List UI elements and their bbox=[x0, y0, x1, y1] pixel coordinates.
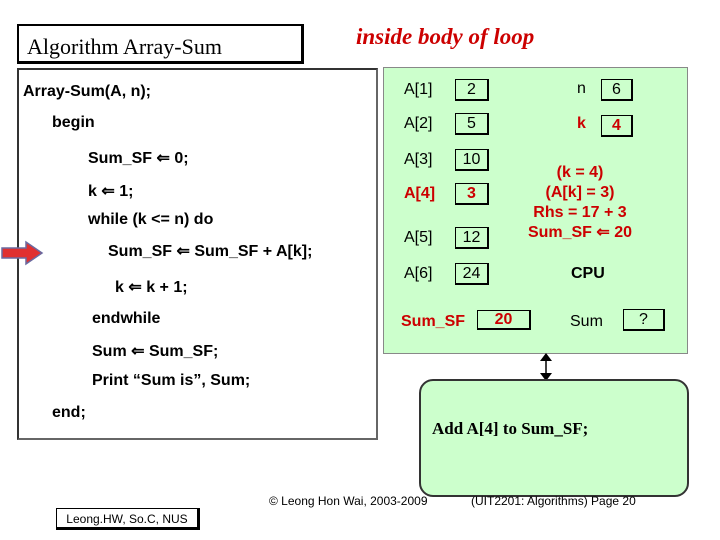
code-line-assign-sum: Sum ⇐ Sum_SF; bbox=[92, 343, 219, 360]
array-label-a4: A[4] bbox=[404, 185, 436, 202]
sum-label: Sum bbox=[570, 313, 603, 330]
code-line-endwhile: endwhile bbox=[92, 310, 161, 327]
code-line-signature: Array-Sum(A, n); bbox=[23, 83, 152, 100]
note-line: Rhs = 17 + 3 bbox=[533, 204, 627, 221]
n-value-cell: 6 bbox=[601, 79, 633, 101]
array-cell-a4: 3 bbox=[455, 183, 489, 205]
code-line-add: Sum_SF ⇐ Sum_SF + A[k]; bbox=[108, 243, 313, 260]
copyright-text: © Leong Hon Wai, 2003-2009 bbox=[269, 494, 428, 508]
array-label-a1: A[1] bbox=[404, 81, 433, 98]
cpu-action: Add A[4] to Sum_SF; bbox=[432, 419, 589, 438]
array-cell-a1: 2 bbox=[455, 79, 489, 101]
cpu-label: CPU bbox=[571, 265, 605, 282]
array-label-a5: A[5] bbox=[404, 229, 433, 246]
note-line: Sum_SF ⇐ 20 bbox=[527, 224, 633, 241]
k-value-cell: 4 bbox=[601, 115, 633, 137]
code-line-init-sum: Sum_SF ⇐ 0; bbox=[88, 150, 189, 167]
array-label-a3: A[3] bbox=[404, 151, 433, 168]
array-cell-a5: 12 bbox=[455, 227, 489, 249]
code-line-begin: begin bbox=[52, 114, 95, 131]
array-label-a2: A[2] bbox=[404, 115, 433, 132]
array-cell-a3: 10 bbox=[455, 149, 489, 171]
note-line: (k = 4) bbox=[556, 164, 604, 181]
note-line: (A[k] = 3) bbox=[545, 184, 615, 201]
code-line-init-k: k ⇐ 1; bbox=[88, 183, 134, 200]
code-line-increment: k ⇐ k + 1; bbox=[115, 279, 188, 296]
array-label-a6: A[6] bbox=[404, 265, 433, 282]
n-label: n bbox=[577, 80, 586, 97]
sum-sf-value-cell: 20 bbox=[477, 310, 531, 330]
k-label: k bbox=[577, 115, 586, 132]
code-line-print: Print “Sum is”, Sum; bbox=[92, 372, 251, 389]
current-line-arrow-icon bbox=[0, 240, 44, 266]
slide-title: Algorithm Array-Sum bbox=[17, 24, 304, 64]
loop-annotation: inside body of loop bbox=[356, 24, 535, 49]
code-line-while: while (k <= n) do bbox=[88, 211, 214, 228]
page-footer: (UIT2201: Algorithms) Page 20 bbox=[471, 494, 636, 508]
array-cell-a6: 24 bbox=[455, 263, 489, 285]
memory-cpu-double-arrow-icon bbox=[536, 352, 556, 382]
code-line-end: end; bbox=[52, 404, 86, 421]
sum-sf-label: Sum_SF bbox=[401, 313, 466, 330]
array-cell-a2: 5 bbox=[455, 113, 489, 135]
author-credit: Leong.HW, So.C, NUS bbox=[56, 508, 200, 530]
computation-note bbox=[500, 163, 660, 243]
sum-value-cell: ? bbox=[623, 309, 665, 331]
